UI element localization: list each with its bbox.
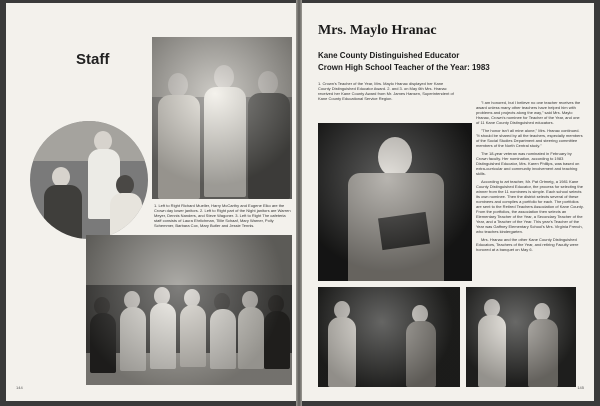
- photo-award-presentation-1: [318, 287, 460, 387]
- left-folio: 144: [16, 385, 23, 390]
- section-title: Staff: [76, 51, 110, 68]
- photo-award-presentation-2: [466, 287, 576, 387]
- right-folio: 145: [577, 385, 584, 390]
- photo-night-janitors: [28, 119, 150, 241]
- article-paragraph: Mrs. Hranac and the other Kane County Distinguished Educators, Teachers of the Year, and retiring Faculty were honored at a banquet on May 6.: [476, 237, 579, 252]
- photo-hranac-award: [318, 123, 472, 281]
- article-text: [476, 100, 584, 255]
- right-page: [302, 3, 594, 401]
- feature-title: Mrs. Maylo Hranac: [318, 23, 437, 38]
- feature-subtitle-1: Kane County Distinguished Educator: [318, 51, 460, 60]
- article-paragraph: According to art teacher, Mr. Pat Ortmeig, a 1981 Kane County Distinguished Educator, the process for selecting the winner from the 11 nominees is simple. Each school selects its own nominee. Then the district selects several of these nominees and compiles a portfolio for each. The portfolios are sent to the Retired Teachers Association of Kane County. From the portfolios, the association then selects an Elementary Teacher of the Year, a Secondary Teacher of the Year, and a Teacher of the Year. This year's Teacher of the Year was Gaffney Elementary School's Mrs. Virginia French, who teaches kindergarten.: [476, 179, 584, 234]
- photo-day-janitors: [152, 37, 292, 199]
- left-page: [6, 3, 296, 401]
- photo-cafeteria-staff: [86, 235, 292, 385]
- article-paragraph: The 18-year veteran was nominated in February by Crown faculty. Her nomination, according to 1983 Distinguished Educator, Mrs. Karen Phillips, was based on extra-curricular and community involvement and teaching skills.: [476, 151, 580, 176]
- left-caption: 1. Left to Right Richard Mueller, Harry McCarthy and Eugene Elko are the Crown day lower janitors. 2. Left to Right part of the Night janitors are Warren Meyer, Dennis Nanders, and Steve Wagoner. 3. Left to Right The cafeteria staff consists of Laura Ehrlichman, Tillie Schaaf, Mary Warner, Polly Schemmer, Barbara Cox, Mary Butler and Jessie Tennis.: [154, 203, 291, 228]
- article-paragraph: "I am honored, but I believe no one teacher receives the award unless many other teachers have helped him with problems and projects along the way," said Mrs. Maylo Hranac, Crown's nominee for Teacher of the Year, and one of 11 Kane County Distinguished educators.: [476, 100, 581, 125]
- right-caption: 1. Crown's Teacher of the Year, Mrs. Maylo Hranac displayed her Kane County Distinguished Educator Award. 2. and 3. on May 6th Mrs. Hranac received her Kane County Award from Mr. James Hansen, Superintendent of Kane County Educational Service Region.: [318, 81, 454, 101]
- feature-subtitle-2: Crown High School Teacher of the Year: 1983: [318, 63, 490, 72]
- article-paragraph: "The honor isn't all mine alone," Mrs. Hranac continued. "It should be shared by all the teachers, especially members of the Social Studies Department and steering committee members of the North Central study.": [476, 128, 583, 148]
